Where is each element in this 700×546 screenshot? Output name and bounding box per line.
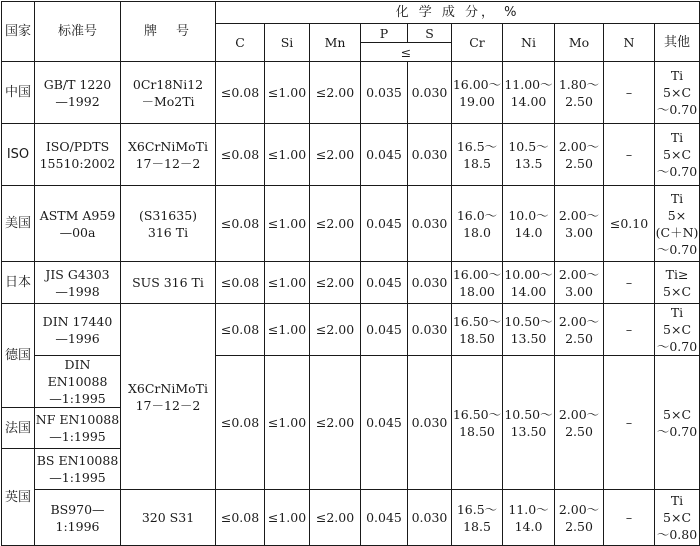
cell-cr: 16.0～ 18.0: [452, 186, 503, 262]
cell-c: ≤0.08: [216, 304, 265, 356]
cell-c: ≤0.08: [216, 124, 265, 186]
table-row: [2, 186, 700, 262]
table-row: [2, 356, 700, 408]
header-c: C: [216, 24, 265, 62]
cell-country: ISO: [2, 124, 35, 186]
cell-standard: BS EN10088 —1:1995: [35, 449, 121, 490]
cell-n: –: [604, 490, 655, 546]
header-standard: 标准号: [35, 2, 121, 62]
cell-c: ≤0.08: [216, 186, 265, 262]
cell-other: Ti 5× (C＋N) ～0.70: [655, 186, 700, 262]
cell-other: Ti 5×C ～0.70: [655, 62, 700, 124]
cell-standard: DIN 17440 —1996: [35, 304, 121, 356]
cell-standard: JIS G4303 —1998: [35, 262, 121, 304]
cell-s: 0.030: [408, 186, 452, 262]
cell-mo: 2.00～ 2.50: [555, 490, 604, 546]
cell-c: ≤0.08: [216, 490, 265, 546]
cell-si: ≤1.00: [265, 356, 310, 490]
cell-si: ≤1.00: [265, 62, 310, 124]
header-ni: Ni: [503, 24, 555, 62]
header-cr: Cr: [452, 24, 503, 62]
cell-si: ≤1.00: [265, 186, 310, 262]
cell-other: Ti 5×C ～0.80: [655, 490, 700, 546]
cell-n: –: [604, 304, 655, 356]
cell-p: 0.045: [361, 186, 408, 262]
cell-mn: ≤2.00: [310, 356, 361, 490]
cell-cr: 16.5～ 18.5: [452, 490, 503, 546]
header-mn: Mn: [310, 24, 361, 62]
cell-cr: 16.00～ 18.00: [452, 262, 503, 304]
cell-ni: 11.00～ 14.00: [503, 62, 555, 124]
cell-mo: 1.80～ 2.50: [555, 62, 604, 124]
cell-other: Ti 5×C ～0.70: [655, 124, 700, 186]
cell-cr: 16.50～ 18.50: [452, 356, 503, 490]
cell-mn: ≤2.00: [310, 490, 361, 546]
cell-other: 5×C ～0.70: [655, 356, 700, 490]
cell-mn: ≤2.00: [310, 124, 361, 186]
header-country: 国家: [2, 2, 35, 62]
cell-n: –: [604, 124, 655, 186]
cell-grade: 0Cr18Ni12 －Mo2Ti: [121, 62, 216, 124]
header-grade: 牌 号: [121, 2, 216, 62]
table-row: [2, 124, 700, 186]
cell-mn: ≤2.00: [310, 186, 361, 262]
cell-standard: NF EN10088 —1:1995: [35, 408, 121, 449]
cell-mo: 2.00～ 3.00: [555, 186, 604, 262]
cell-other: Ti≥ 5×C: [655, 262, 700, 304]
cell-country: 美国: [2, 186, 35, 262]
cell-country: 日本: [2, 262, 35, 304]
cell-standard: BS970— 1:1996: [35, 490, 121, 546]
table-row: [2, 262, 700, 304]
cell-p: 0.035: [361, 62, 408, 124]
cell-si: ≤1.00: [265, 490, 310, 546]
cell-p: 0.045: [361, 356, 408, 490]
header-p: P: [361, 24, 408, 43]
cell-si: ≤1.00: [265, 304, 310, 356]
header-n: N: [604, 24, 655, 62]
header-mo: Mo: [555, 24, 604, 62]
cell-si: ≤1.00: [265, 262, 310, 304]
cell-n: ≤0.10: [604, 186, 655, 262]
cell-standard: ASTM A959 —00a: [35, 186, 121, 262]
header-s: S: [408, 24, 452, 43]
cell-cr: 16.50～ 18.50: [452, 304, 503, 356]
cell-ni: 11.0～ 14.0: [503, 490, 555, 546]
cell-standard: ISO/PDTS 15510:2002: [35, 124, 121, 186]
cell-ni: 10.50～ 13.50: [503, 304, 555, 356]
cell-grade-shared: X6CrNiMoTi 17－12－2: [121, 304, 216, 490]
table-row: [2, 490, 700, 546]
cell-standard: GB/T 1220 —1992: [35, 62, 121, 124]
cell-ni: 10.50～ 13.50: [503, 356, 555, 490]
cell-cr: 16.00～ 19.00: [452, 62, 503, 124]
cell-s: 0.030: [408, 262, 452, 304]
cell-ni: 10.00～ 14.00: [503, 262, 555, 304]
cell-p: 0.045: [361, 262, 408, 304]
cell-s: 0.030: [408, 62, 452, 124]
cell-country: 法国: [2, 408, 35, 449]
cell-p: 0.045: [361, 124, 408, 186]
cell-country: 英国: [2, 449, 35, 546]
cell-country: 德国: [2, 304, 35, 408]
cell-mn: ≤2.00: [310, 62, 361, 124]
cell-s: 0.030: [408, 304, 452, 356]
cell-cr: 16.5～ 18.5: [452, 124, 503, 186]
cell-n: –: [604, 356, 655, 490]
cell-c: ≤0.08: [216, 356, 265, 490]
cell-country: 中国: [2, 62, 35, 124]
header-si: Si: [265, 24, 310, 62]
cell-mo: 2.00～ 2.50: [555, 124, 604, 186]
header-composition: 化 学 成 分， %: [216, 2, 700, 24]
table-row: [2, 62, 700, 124]
cell-other: Ti 5×C ～0.70: [655, 304, 700, 356]
cell-mn: ≤2.00: [310, 262, 361, 304]
cell-s: 0.030: [408, 356, 452, 490]
cell-grade: SUS 316 Ti: [121, 262, 216, 304]
composition-table: [1, 1, 700, 546]
cell-mo: 2.00～ 3.00: [555, 262, 604, 304]
cell-s: 0.030: [408, 124, 452, 186]
cell-standard: DIN EN10088 —1:1995: [35, 356, 121, 408]
cell-mo: 2.00～ 2.50: [555, 356, 604, 490]
cell-s: 0.030: [408, 490, 452, 546]
header-other: 其他: [655, 24, 700, 62]
table-row: [2, 304, 700, 356]
cell-mn: ≤2.00: [310, 304, 361, 356]
cell-mo: 2.00～ 2.50: [555, 304, 604, 356]
cell-n: –: [604, 262, 655, 304]
cell-grade: 320 S31: [121, 490, 216, 546]
cell-si: ≤1.00: [265, 124, 310, 186]
cell-grade: X6CrNiMoTi 17－12－2: [121, 124, 216, 186]
cell-n: –: [604, 62, 655, 124]
cell-p: 0.045: [361, 304, 408, 356]
cell-grade: (S31635) 316 Ti: [121, 186, 216, 262]
header-ps-limit: ≤: [361, 43, 452, 62]
cell-c: ≤0.08: [216, 262, 265, 304]
cell-p: 0.045: [361, 490, 408, 546]
cell-c: ≤0.08: [216, 62, 265, 124]
cell-ni: 10.5～ 13.5: [503, 124, 555, 186]
cell-ni: 10.0～ 14.0: [503, 186, 555, 262]
